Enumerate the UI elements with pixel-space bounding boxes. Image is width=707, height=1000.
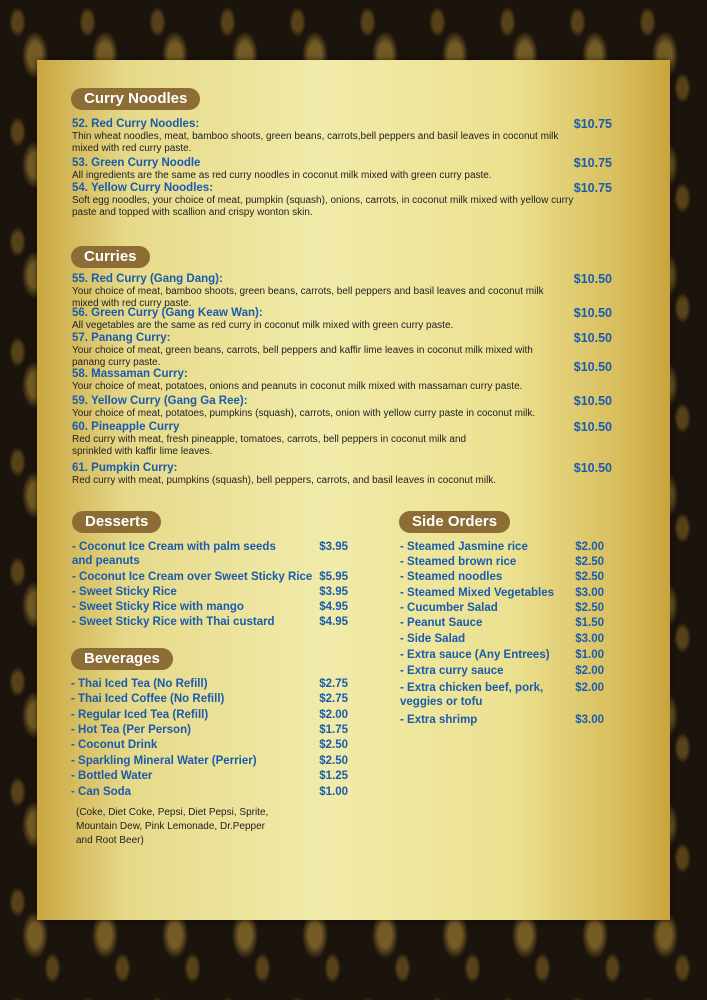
item-price: $3.00 [575, 714, 604, 726]
menu-item [72, 462, 612, 487]
item-price: $1.25 [319, 770, 348, 782]
menu-item [72, 118, 612, 154]
menu-item [72, 421, 612, 457]
list-item [71, 769, 348, 783]
section-title-curry-noodles: Curry Noodles [71, 88, 200, 110]
item-price: $10.75 [573, 156, 612, 170]
item-description: Your choice of meat, bamboo shoots, green beans, carrots, bell peppers and basil leaves and coconut milk mixed with red curry paste. [72, 286, 544, 309]
item-price: $2.00 [575, 682, 604, 694]
item-price: $2.50 [575, 602, 604, 614]
item-price: $10.75 [573, 181, 612, 195]
item-price: $10.75 [573, 117, 612, 131]
item-price: $2.00 [575, 665, 604, 677]
item-price: $2.50 [575, 571, 604, 583]
item-price: $10.50 [573, 420, 612, 434]
item-name: - Coconut Drink [71, 739, 158, 751]
item-price: $2.50 [575, 556, 604, 568]
item-name: 59. Yellow Curry (Gang Ga Ree): [72, 395, 248, 407]
item-name: - Coconut Ice Cream with palm seeds and peanuts [72, 541, 276, 567]
item-name: - Sweet Sticky Rice with Thai custard [72, 616, 275, 628]
item-description: All vegetables are the same as red curry in coconut milk mixed with green curry paste. [72, 320, 454, 331]
item-name: - Extra sauce (Any Entrees) [400, 649, 550, 661]
menu-item [72, 395, 612, 420]
item-name: 58. Massaman Curry: [72, 368, 188, 380]
list-item [72, 600, 348, 614]
item-name: 56. Green Curry (Gang Keaw Wan): [72, 307, 263, 319]
item-name: - Can Soda [71, 786, 132, 798]
item-name: - Steamed noodles [400, 571, 503, 583]
item-name: - Coconut Ice Cream over Sweet Sticky Rice [72, 571, 313, 583]
list-item [400, 586, 604, 600]
item-price: $3.95 [319, 586, 348, 598]
list-item [72, 540, 348, 568]
item-price: $10.50 [573, 331, 612, 345]
item-price: $10.50 [573, 461, 612, 475]
list-item [72, 585, 348, 599]
item-price: $5.95 [319, 571, 348, 583]
menu-item [72, 182, 612, 218]
menu-item [72, 273, 612, 309]
item-description: Your choice of meat, green beans, carrots, bell peppers and kaffir lime leaves in coconut milk mixed with panang curry paste. [72, 345, 533, 368]
item-name: 60. Pineapple Curry [72, 421, 180, 433]
list-item [400, 601, 604, 615]
list-item [400, 555, 604, 569]
item-price: $2.50 [319, 739, 348, 751]
item-name: - Peanut Sauce [400, 617, 483, 629]
item-name: - Steamed brown rice [400, 556, 517, 568]
menu-item [72, 157, 612, 182]
item-name: - Steamed Jasmine rice [400, 541, 528, 553]
item-description: Soft egg noodles, your choice of meat, pumpkin (squash), onions, carrots, in coconut milk mixed with yellow curry paste and topped with scallion and crispy wonton skin. [72, 195, 574, 218]
item-description: Your choice of meat, potatoes, onions and peanuts in coconut milk mixed with massaman curry paste. [72, 381, 523, 392]
list-item [72, 615, 348, 629]
item-description: All ingredients are the same as red curry noodles in coconut milk mixed with green curry paste. [72, 170, 492, 181]
menu-item [72, 307, 612, 332]
item-price: $2.00 [319, 709, 348, 721]
item-name: 57. Panang Curry: [72, 332, 171, 344]
item-name: - Sparkling Mineral Water (Perrier) [71, 755, 257, 767]
list-item [400, 648, 604, 662]
item-price: $3.00 [575, 633, 604, 645]
list-item [400, 632, 604, 646]
list-item [400, 570, 604, 584]
item-name: 53. Green Curry Noodle [72, 157, 201, 169]
item-name: 52. Red Curry Noodles: [72, 118, 200, 130]
list-item [71, 677, 348, 691]
item-price: $10.50 [573, 360, 612, 374]
list-item [400, 616, 604, 630]
item-price: $1.75 [319, 724, 348, 736]
item-name: - Steamed Mixed Vegetables [400, 587, 555, 599]
list-item [400, 681, 604, 709]
item-description: Red curry with meat, fresh pineapple, tomatoes, carrots, bell peppers in coconut milk and sprinkled with kaffir lime leaves. [72, 434, 467, 457]
menu-item [72, 361, 612, 393]
item-name: - Extra chicken beef, pork, veggies or tofu [400, 682, 544, 708]
item-name: 61. Pumpkin Curry: [72, 462, 178, 474]
item-price: $10.50 [573, 394, 612, 408]
item-name: - Hot Tea (Per Person) [71, 724, 191, 736]
list-item [71, 738, 348, 752]
list-item [400, 664, 604, 678]
item-description: Your choice of meat, potatoes, pumpkins (squash), carrots, onion with yellow curry paste in coconut milk. [72, 408, 536, 419]
item-name: - Thai Iced Tea (No Refill) [71, 678, 208, 690]
section-title-side-orders: Side Orders [399, 511, 510, 533]
item-price: $2.75 [319, 678, 348, 690]
item-description: Thin wheat noodles, meat, bamboo shoots, green beans, carrots,bell peppers and basil leaves in coconut milk mixed with red curry paste. [72, 131, 559, 154]
item-price: $2.00 [575, 541, 604, 553]
item-name: 55. Red Curry (Gang Dang): [72, 273, 223, 285]
item-name: - Sweet Sticky Rice [72, 586, 177, 598]
list-item [71, 692, 348, 706]
item-name: 54. Yellow Curry Noodles: [72, 182, 214, 194]
item-price: $10.50 [573, 306, 612, 320]
item-price: $2.50 [319, 755, 348, 767]
section-title-curries: Curries [71, 246, 150, 268]
item-price: $10.50 [573, 272, 612, 286]
item-name: - Extra curry sauce [400, 665, 504, 677]
item-price: $3.95 [319, 541, 348, 553]
list-item [71, 785, 348, 799]
list-item [71, 723, 348, 737]
list-item [72, 570, 348, 584]
item-name: - Bottled Water [71, 770, 153, 782]
item-price: $1.50 [575, 617, 604, 629]
item-price: $3.00 [575, 587, 604, 599]
item-price: $1.00 [319, 786, 348, 798]
item-name: - Regular Iced Tea (Refill) [71, 709, 209, 721]
item-name: - Sweet Sticky Rice with mango [72, 601, 244, 613]
list-item [400, 713, 604, 727]
item-name: - Extra shrimp [400, 714, 478, 726]
soda-note: (Coke, Diet Coke, Pepsi, Diet Pepsi, Sprite, Mountain Dew, Pink Lemonade, Dr.Pepper and Root Beer) [76, 807, 269, 846]
section-title-beverages: Beverages [71, 648, 173, 670]
item-price: $1.00 [575, 649, 604, 661]
item-description: Red curry with meat, pumpkins (squash), bell peppers, carrots, and basil leaves in coconut milk. [72, 475, 497, 486]
list-item [400, 540, 604, 554]
item-name: - Side Salad [400, 633, 466, 645]
item-name: - Cucumber Salad [400, 602, 498, 614]
item-price: $4.95 [319, 616, 348, 628]
list-item [71, 708, 348, 722]
item-price: $4.95 [319, 601, 348, 613]
item-name: - Thai Iced Coffee (No Refill) [71, 693, 225, 705]
item-price: $2.75 [319, 693, 348, 705]
section-title-desserts: Desserts [72, 511, 161, 533]
list-item [71, 754, 348, 768]
